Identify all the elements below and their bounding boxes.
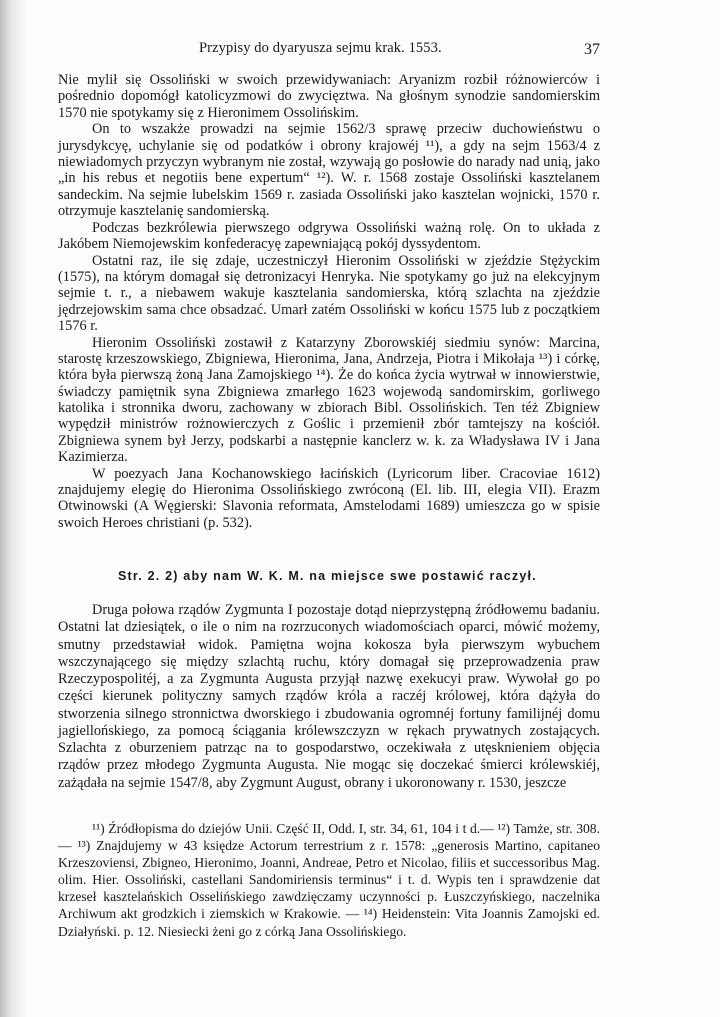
- page-number: 37: [584, 41, 600, 58]
- paragraph: W poezyach Jana Kochanowskiego łacińskich (Lyricorum liber. Cracoviae 1612) znajdujemy elegię do Hieronima Ossolińskiego zwróconą (El. lib. III, elegia VII). Erazm Otwinowski (A Węgierski: Slavonia reformata, Amstelodami 1689) umieszcza go w spisie swoich Heroes christiani (p. 532).: [58, 465, 600, 531]
- section-heading: Str. 2. 2) aby nam W. K. M. na miejsce swe postawić raczył.: [118, 569, 537, 583]
- footnote: ¹¹) Źródłopisma do dziejów Unii. Część II, Odd. I, str. 34, 61, 104 i t d.— ¹²) Tamże, str. 308. — ¹³) Znajdujemy w 43 księdze Actorum terrestrium z r. 1578: „generosis Martino, capitaneo Krzeszoviensi, Zbigneo, Hieronimo, Joanni, Andreae, Petro et Nicolao, filiis et successoribus Mag. olim. Hier. Ossoliński, castellani Sandomiriensis terminus“ i t. d. Wypis ten i sprawdzenie dat krzeseł kasztelańskich Osselińskiego zawdzięczamy uczynności p. Łuszczyńskiego, naczelnika Archiwum akt grodzkich i ziemskich w Krakowie. — ¹⁴) Heidenstein: Vita Joannis Zamojski ed. Działyński. p. 12. Niesiecki żeni go z córką Jana Ossolińskiego.: [58, 821, 600, 939]
- scan-edge-shadow: [0, 0, 28, 1017]
- paragraph: On to wszakże prowadzi na sejmie 1562/3 sprawę przeciw duchowieństwu o jurysdykcyę, uchylanie się od podatków i obrony krajowéj ¹¹), a gdy na sejm 1563/4 z niewiadomych przyczyn wybranym nie został, wzywają go posłowie do narady nad unią, jako „in his rebus et negotiis bene expertum“ ¹²). W. r. 1568 zostaje Ossoliński kasztelanem sandeckim. Na sejmie lubelskim 1569 r. zasiada Ossoliński jako kasztelan wojnicki, 1570 r. otrzymuje kasztelanię sandomierską.: [58, 121, 600, 219]
- running-header: Przypisy do dyaryusza sejmu krak. 1553.: [199, 40, 442, 56]
- paragraph: Hieronim Ossoliński zostawił z Katarzyny Zborowskiéj siedmiu synów: Marcina, starostę krzeszowskiego, Zbigniewa, Hieronima, Jana, Andrzeja, Piotra i Mikołaja ¹³) i córkę, która była pierwszą żoną Jana Zamojskiego ¹⁴). Że do końca życia wytrwał w innowierstwie, świadczy pamiętnik syna Zbigniewa zmarłego 1623 wojewodą sandomirskim, gorliwego katolika i stronnika dworu, zachowany w zbiorach Bibl. Ossolińskich. Ten téż Zbigniew wypędził ministrów rożnowierczych z Goślic i przemienił zbór tamtejszy na kościół. Zbigniewa synem był Jerzy, podskarbi a następnie kanclerz w. k. za Władysława IV i Jana Kazimierza.: [58, 334, 600, 465]
- paragraph: Podczas bezkrólewia pierwszego odgrywa Ossoliński ważną rolę. On to układa z Jakóbem Niemojewskim konfederacyę zapewniającą pokój dyssydentom.: [58, 219, 600, 252]
- footnotes: [58, 820, 600, 940]
- paragraph: Nie mylił się Ossoliński w swoich przewidywaniach: Aryanizm rozbił różnowierców i pośrednio dopomógł katolicyzmowi do zwycięztwa. Na głośnym synodzie sandomierskim 1570 nie spotykamy się z Hieronimem Ossolińskim.: [58, 72, 600, 121]
- main-text: [58, 72, 600, 531]
- paragraph: Druga połowa rządów Zygmunta I pozostaje dotąd nieprzystępną źródłowemu badaniu. Ostatni lat dziesiątek, o ile o nim na rozrzuconych wiadomościach oparci, mówić możemy, smutny przedstawiał widok. Pamiętna wojna kokosza była pierwszym wybuchem wszczynającego się między szlachtą ruchu, który domagał się przeprowadzenia praw Rzeczypospolitéj, a za Zygmunta Augusta przyjął nazwę exekucyi praw. Wywołał go po części kierunek polityczny samych rządów króla a raczéj królowej, która dążyła do stworzenia silnego stronnictwa dworskiego i zbudowania ogromnéj fortuny familijnéj domu jagiellońskiego, za pomocą ściągania królewszczyzn w rękach prywatnych zostających. Szlachta z oburzeniem patrząc na to gospodarstwo, oczekiwała z utęsknieniem objęcia rządów przez młodego Zygmunta Augusta. Nie mogąc się doczekać śmierci królewskiéj, zażądała na sejmie 1547/8, aby Zygmunt August, obrany i ukoronowany r. 1530, jeszcze: [58, 602, 600, 791]
- section-text: [58, 602, 600, 792]
- paragraph: Ostatni raz, ile się zdaje, uczestniczył Hieronim Ossoliński w zjeździe Stężyckim (1575), na którym domagał się detronizacyi Henryka. Nie spotykamy go już na elekcyjnym sejmie t. r., a niebawem wakuje kasztelania sandomierska, którą szlachta na zjeździe jędrzejowskim sama chce obsadzać. Umarł zatém Ossoliński w końcu 1575 lub z początkiem 1576 r.: [58, 252, 600, 334]
